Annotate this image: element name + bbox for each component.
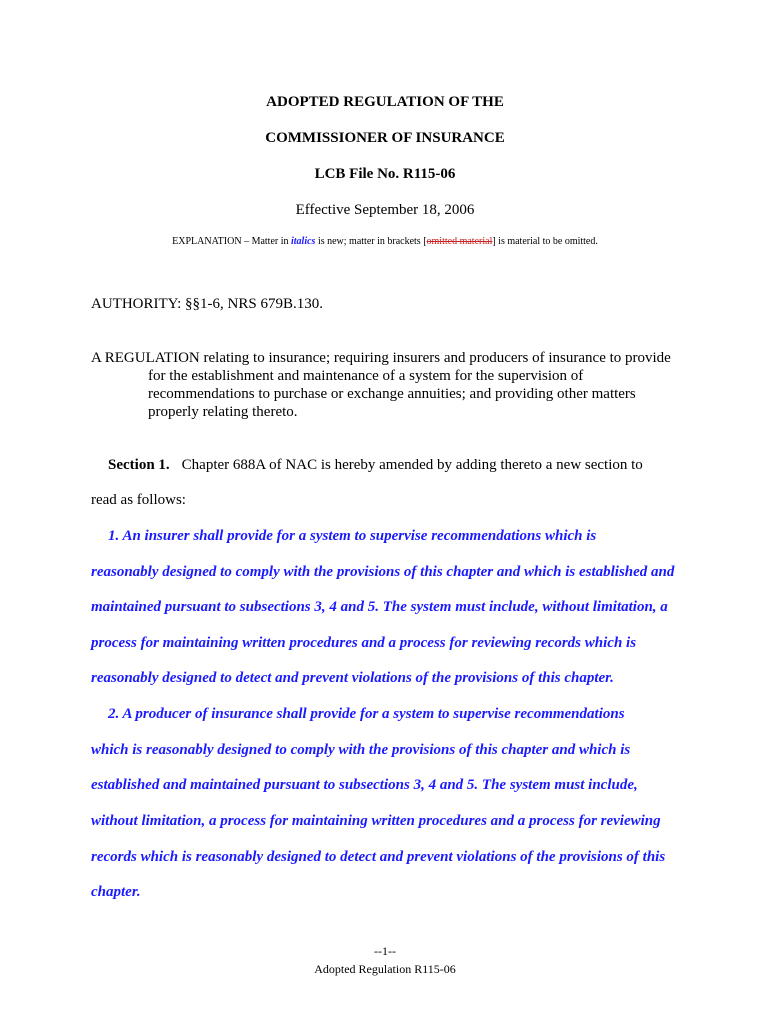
file-number: LCB File No. R115-06 xyxy=(314,166,456,182)
body-line-6: 2. A producer of insurance shall provide for a system to supervise recommendations xyxy=(108,706,625,722)
regulation-summary xyxy=(91,349,691,421)
regulation-line-1: A REGULATION relating to insurance; requiring insurers and producers of insurance to provide xyxy=(91,350,671,366)
regulation-line-4: properly relating thereto. xyxy=(148,404,298,420)
regulation-line-3: recommendations to purchase or exchange annuities; and providing other matters xyxy=(148,386,636,402)
body-line-1: 1. An insurer shall provide for a system to supervise recommendations which is xyxy=(108,528,597,544)
body-line-5: reasonably designed to detect and prevent violations of the provisions of this chapter. xyxy=(91,670,614,686)
explanation-prefix: EXPLANATION – Matter in xyxy=(172,236,291,247)
explanation-suffix: ] is material to be omitted. xyxy=(492,236,598,247)
body-line-4: process for maintaining written procedures and a process for reviewing records which is xyxy=(91,635,637,651)
body-line-7: which is reasonably designed to comply with the provisions of this chapter and which is xyxy=(91,742,631,758)
section-1-text: Chapter 688A of NAC is hereby amended by adding thereto a new section to xyxy=(181,457,643,473)
section-1-label: Section 1. xyxy=(108,457,170,473)
title-line-1: ADOPTED REGULATION OF THE xyxy=(266,94,504,110)
body-line-11: chapter. xyxy=(91,884,141,900)
effective-date: Effective September 18, 2006 xyxy=(295,202,475,218)
regulation-line-2: for the establishment and maintenance of a system for the supervision of xyxy=(148,368,584,384)
body-line-3: maintained pursuant to subsections 3, 4 and 5. The system must include, without limitation, a xyxy=(91,599,668,615)
explanation-italics-word: italics xyxy=(291,236,316,247)
explanation-note xyxy=(0,236,770,247)
section-1-heading xyxy=(108,457,643,474)
body-line-10: records which is reasonably designed to detect and prevent violations of the provisions of this xyxy=(91,849,666,865)
body-line-8: established and maintained pursuant to subsections 3, 4 and 5. The system must include, xyxy=(91,777,638,793)
body-line-9: without limitation, a process for maintaining written procedures and a process for reviewing xyxy=(91,813,661,829)
explanation-omitted-word: omitted material xyxy=(426,236,493,247)
explanation-middle: is new; matter in brackets [ xyxy=(315,236,427,247)
section-1-continuation: read as follows: xyxy=(91,492,186,508)
footer-document-id: Adopted Regulation R115-06 xyxy=(314,962,456,976)
body-line-2: reasonably designed to comply with the provisions of this chapter and which is established and xyxy=(91,564,675,580)
page-number: --1-- xyxy=(374,944,396,958)
title-line-2: COMMISSIONER OF INSURANCE xyxy=(265,130,505,146)
authority-line: AUTHORITY: §§1-6, NRS 679B.130. xyxy=(91,296,323,312)
